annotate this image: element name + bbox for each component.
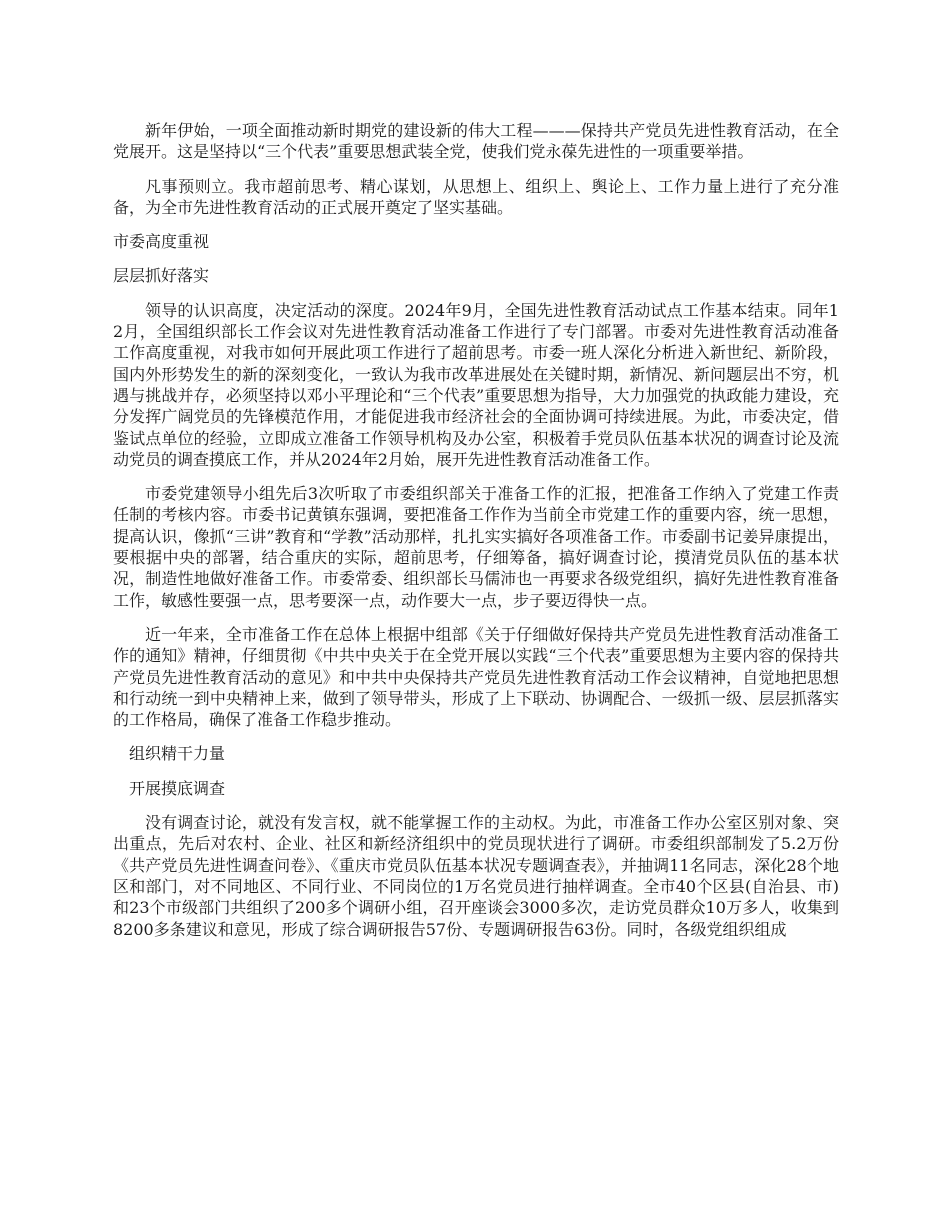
paragraph-survey: 没有调查讨论，就没有发言权，就不能掌握工作的主动权。为此，市准备工作办公室区别对象、突出重点，先后对农村、企业、社区和新经济组织中的党员现状进行了调研。市委组织部制发了5.2万份《共产党员先进性调查问卷》、《重庆市党员队伍基本状况专题调查表》，并抽调11名同志，深化28个地区和部门，对不同地区、不同行业、不同岗位的1万名党员进行抽样调查。全市40个区县(自治县、市)和23个市级部门共组织了200多个调研小组，召开座谈会3000多次，走访党员群众10万多人，收集到8200多条建议和意见，形成了综合调研报告57份、专题调研报告63份。同时，各级党组织组成 <box>113 813 839 939</box>
section-heading-2: 层层抓好落实 <box>113 266 210 286</box>
paragraph-leadership: 领导的认识高度，决定活动的深度。2024年9月，全国先进性教育活动试点工作基本结束。同年12月，全国组织部长工作会议对先进性教育活动准备工作进行了专门部署。市委对先进性教育活动准备工作高度重视，对我市如何开展此项工作进行了超前思考。市委一班人深化分析进入新世纪、新阶段，国内外形势发生的新的深刻变化，一致认为我市改革进展处在关键时期，新情况、新问题层出不穷，机遇与挑战并存，必须坚持以邓小平理论和“三个代表”重要思想为指导，大力加强党的执政能力建设，充分发挥广阔党员的先锋模范作用，才能促进我市经济社会的全面协调可持续进展。为此，市委决定，借鉴试点单位的经验，立即成立准备工作领导机构及办公室，积极着手党员队伍基本状况的调查讨论及流动党员的调查摸底工作，并从2024年2月始，展开先进性教育活动准备工作。 <box>113 300 839 469</box>
section-heading-3: 组织精干力量 <box>129 744 226 764</box>
section-heading-1: 市委高度重视 <box>113 232 210 252</box>
paragraph-past-year: 近一年来，全市准备工作在总体上根据中组部《关于仔细做好保持共产党员先进性教育活动准备工作的通知》精神，仔细贯彻《中共中央关于在全党开展以实践“三个代表”重要思想为主要内容的保持共产党员先进性教育活动的意见》和中共中央保持共产党员先进性教育活动工作会议精神，自觉地把思想和行动统一到中央精神上来，做到了领导带头，形成了上下联动、协调配合、一级抓一级、层层抓落实的工作格局，确保了准备工作稳步推动。 <box>113 624 839 730</box>
paragraph-intro: 新年伊始，一项全面推动新时期党的建设新的伟大工程———保持共产党员先进性教育活动，在全党展开。这是坚持以“三个代表”重要思想武装全党，使我们党永葆先进性的一项重要举措。 <box>113 121 839 162</box>
document-page <box>113 120 839 953</box>
section-heading-4: 开展摸底调查 <box>129 778 226 798</box>
paragraph-party-group: 市委党建领导小组先后3次听取了市委组织部关于准备工作的汇报，把准备工作纳入了党建工作责任制的考核内容。市委书记黄镇东强调，要把准备工作作为当前全市党建工作的重要内容，统一思想，提高认识，像抓“三讲”教育和“学教”活动那样，扎扎实实搞好各项准备工作。市委副书记姜异康提出，要根据中央的部署，结合重庆的实际，超前思考，仔细筹备，搞好调查讨论，摸清党员队伍的基本状况，制造性地做好准备工作。市委常委、组织部长马儒沛也一再要求各级党组织，搞好先进性教育准备工作，敏感性要强一点，思考要深一点，动作要大一点，步子要迈得快一点。 <box>113 484 839 610</box>
paragraph-preparation: 凡事预则立。我市超前思考、精心谋划，从思想上、组织上、舆论上、工作力量上进行了充分准备，为全市先进性教育活动的正式展开奠定了坚实基础。 <box>113 176 839 217</box>
